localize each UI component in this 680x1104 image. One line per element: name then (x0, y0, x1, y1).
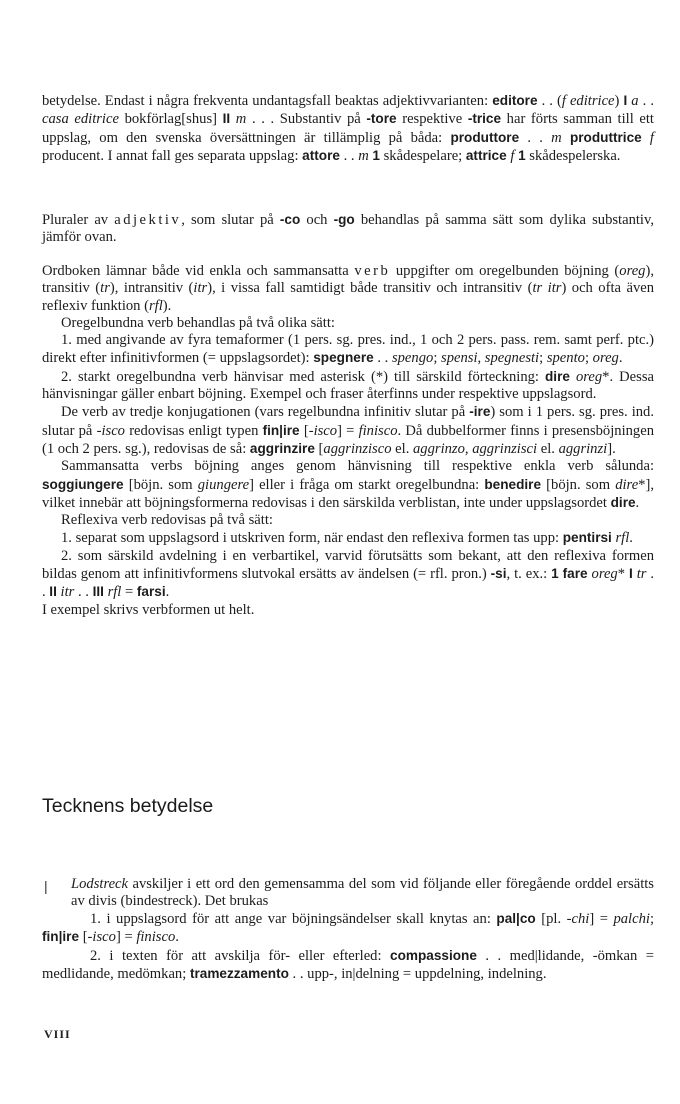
suffix: -co (279, 212, 301, 227)
text: . . med|lidande, -ömkan = medlidande, medömkan; (42, 947, 655, 982)
text: ] = (589, 911, 614, 927)
headword: editore (492, 93, 538, 108)
section-numeral: III (92, 584, 104, 600)
paragraph-irregular-intro: Oregelbundna verb behandlas på två olika sätt: (61, 314, 335, 331)
text: ). (162, 297, 172, 314)
verb-form: dire (615, 476, 639, 493)
headword: pal|co (496, 911, 536, 926)
text: 1. i uppslagsord för att ange var böjningsändelser skall knytas an: (90, 911, 497, 927)
suffix: -ire (469, 404, 491, 420)
text: . (618, 350, 623, 367)
text: avskiljer i ett ord den gemensamma del som vid följande eller föregående orddel ersätts av divis (bindestreck). Det brukas (71, 876, 654, 910)
text: ), transitiv ( (42, 263, 654, 297)
text: har förts samman till ett uppslag, om den svenska översättningen är tillämplig på båda: (42, 111, 654, 146)
verb-form: aggrinzo (413, 440, 465, 457)
verb-form: spengo (391, 350, 434, 367)
vertical-bar-symbol: | (44, 878, 48, 894)
text: [böjn. som (123, 476, 198, 493)
text: . (175, 929, 179, 946)
text: . . (638, 93, 654, 109)
headword: pentirsi (562, 530, 612, 546)
paragraph-reflexive-2 (42, 548, 654, 602)
section-numeral: I (628, 566, 633, 582)
text: ), i vissa fall samtidigt både transitiv och intransitiv ( (207, 280, 533, 297)
headword: benedire (484, 476, 542, 492)
text: ) som i 1 pers. sg. pres. ind. slutar på (42, 404, 654, 439)
verb-form: palchi (613, 911, 650, 927)
headword: compassione (390, 947, 477, 963)
text: ; (539, 350, 547, 367)
paragraph-lodstreck-1 (42, 910, 654, 947)
text: el. (537, 440, 559, 457)
text: * (617, 566, 629, 583)
headword: fin|ire (42, 929, 80, 945)
paragraph-reflexive-intro: Reflexiva verb redovisas på två sätt: (61, 512, 273, 529)
suffix: -si (490, 566, 507, 582)
text: ] eller i fråga om starkt oregelbundna: (249, 476, 485, 493)
text: . . (42, 566, 654, 601)
text: . (165, 584, 170, 601)
text: 1. med angivande av fyra temaformer (1 pers. sg. pres. ind., 1 och 2 pers. pass. rem. samt perf. ptc.) direkt efter infinitivformen (= uppslagsordet): (42, 332, 654, 367)
text: respektive (396, 111, 468, 128)
text: skådespelerska. (525, 147, 621, 164)
abbreviation: tr (636, 566, 647, 583)
verb-form: spento (546, 350, 585, 367)
gender-label: m (358, 147, 369, 164)
text: 2. som särskild avdelning i en verbartikel, varvid förutsätts som bekant, att den reflexiva formen bildas genom att infinitivformens slutvokal ersätts av ändelsen (= rfl. pron.) (42, 547, 654, 583)
text: ; (649, 911, 654, 927)
text: . . (519, 129, 552, 146)
text: . . ( (537, 93, 562, 109)
verb-form: spensi (441, 350, 478, 367)
text: . . upp-, in|delning = uppdelning, indelning. (288, 965, 547, 982)
text: och (300, 212, 334, 228)
paragraph-compound-verbs (42, 458, 654, 512)
gender-label: m (235, 111, 247, 128)
suffix: -tore (366, 111, 397, 127)
text: betydelse. Endast i några frekventa undantagsfall beaktas adjektivvarianten: (42, 93, 489, 109)
homograph-number: 1 (372, 147, 380, 163)
section-numeral: II (49, 584, 57, 600)
gender-label: f (649, 129, 654, 146)
section-numeral: II (222, 111, 231, 127)
gender-label: f (510, 147, 515, 164)
abbreviation: itr (193, 280, 208, 297)
text: Sammansatta verbs böjning anges genom hänvisning till respektive enkla verb sålunda: (61, 458, 654, 475)
text: *], vilket innebär att böjningsformerna redovisas i den särskilda verblistan, inte under uppslagsordet (42, 476, 654, 511)
paragraph-verbs (42, 263, 654, 315)
verb-form: finisco (136, 929, 176, 946)
headword: farsi (136, 584, 166, 600)
text: = (121, 584, 137, 601)
symbols-section (71, 876, 654, 911)
text: . (629, 530, 633, 547)
headword: dire (610, 494, 636, 510)
text: 1. separat som uppslagsord i utskriven form, när endast den reflexiva formen tas upp: (61, 530, 563, 547)
headword: attore (302, 147, 340, 163)
text: uppgifter om oregelbunden böjning ( (390, 263, 620, 279)
text: 2. starkt oregelbundna verb hänvisar med asterisk (*) till särskild förteckning: (61, 368, 545, 385)
text: . (635, 494, 640, 511)
suffix: -trice (467, 111, 502, 127)
headword: produttrice (569, 129, 642, 145)
text: redovisas enligt typen (124, 422, 263, 439)
text: . . . Substantiv på (246, 111, 367, 128)
headword: aggrinzire (249, 440, 315, 456)
text: bokförlag[shus] (118, 111, 223, 128)
text: , (477, 350, 485, 367)
text: producent. I annat fall ges separata uppslag: (42, 147, 303, 164)
text: [ (314, 440, 324, 457)
verb-form: aggrinzisci (472, 440, 538, 457)
text: ]. (607, 440, 616, 457)
verb-form: aggrinzi (558, 440, 608, 457)
verb-form: chi (571, 911, 590, 927)
text: . . (74, 584, 93, 601)
verb-form: spegnesti (484, 350, 540, 367)
spaced-term: adjektiv (114, 212, 182, 228)
paragraph-adjective-variants (42, 92, 654, 165)
abbreviation: oreg (592, 350, 619, 367)
text: [- (79, 929, 93, 946)
paragraph-examples-note: I exempel skrivs verbformen ut helt. (42, 601, 255, 618)
headword: fare (562, 566, 588, 582)
abbreviation: rfl (615, 530, 630, 547)
section-heading: Tecknens betydelse (42, 795, 214, 817)
page-number: VIII (44, 1027, 71, 1041)
symbols-section-list (42, 910, 654, 983)
text: ) och ofta även reflexiv funktion ( (42, 280, 655, 314)
verb-section (42, 263, 654, 619)
headword: tramezzamento (189, 965, 289, 981)
text: . Då dubbelformer finns i presensböjningen (1 och 2 pers. sg.), redovisas de så: (42, 422, 654, 457)
text: ; (433, 350, 442, 367)
paragraph-irregular-1 (42, 332, 654, 368)
headword: soggiungere (42, 476, 124, 492)
verb-form: finisco (358, 422, 398, 439)
headword: dire (545, 368, 570, 384)
headword: spegnere (313, 350, 374, 366)
text: De verb av tredje konjugationen (vars regelbundna infinitiv slutar på (61, 404, 470, 421)
paragraph-irregular-2 (42, 368, 654, 404)
text: ; (584, 350, 593, 367)
italic-text: casa editrice (42, 111, 119, 128)
verb-form: isco (92, 929, 116, 946)
text: ] = (115, 929, 137, 946)
abbreviation: rfl (149, 297, 163, 314)
text: [pl. - (535, 911, 572, 927)
abbreviation: oreg (591, 566, 618, 583)
paragraph-adjective-plurals (42, 211, 654, 247)
paragraph-lodstreck (71, 876, 654, 911)
verb-form: isco (313, 422, 338, 439)
text: el. (391, 440, 413, 457)
text: behandlas på samma sätt som dylika substantiv, jämför ovan. (42, 212, 654, 246)
text: ) (614, 93, 624, 109)
text: , (464, 440, 473, 457)
text: skådespelare; (379, 147, 466, 164)
verb-form: aggrinzisco (323, 440, 392, 457)
text: , som slutar på (181, 212, 280, 228)
paragraph-third-conjugation (42, 403, 654, 458)
suffix: -isco (96, 422, 125, 439)
abbreviation: oreg (575, 368, 603, 385)
headword: fin|ire (262, 422, 300, 438)
abbreviation: itr (60, 584, 75, 601)
abbreviation: tr (100, 280, 110, 297)
gender-label: m (551, 129, 562, 146)
paragraph-lodstreck-2 (42, 947, 654, 984)
section-numeral: I (623, 93, 628, 108)
gender-label: a (631, 93, 639, 109)
abbreviation: oreg (619, 263, 646, 279)
text: *. Dessa hänvisningar gäller enbart böjning. Exempel och fraser återfinns under respektive uppslagsord. (42, 368, 654, 403)
paragraph-reflexive-1 (42, 529, 654, 547)
text: [- (299, 422, 314, 439)
text: 2. i texten för att avskilja för- eller efterled: (90, 947, 391, 964)
text: , t. ex.: (506, 566, 552, 583)
abbreviation: tr itr (532, 280, 562, 297)
text: Ordboken lämnar både vid enkla och sammansatta (42, 263, 355, 279)
text: ), intransitiv ( (109, 280, 194, 297)
italic-text: f editrice (561, 93, 615, 109)
homograph-number: 1 (518, 147, 526, 163)
text: . . (339, 147, 359, 164)
text: ] = (337, 422, 359, 439)
abbreviation: rfl (107, 584, 122, 601)
suffix: -go (333, 212, 355, 227)
headword: produttore (450, 129, 520, 145)
text: . . (373, 350, 392, 367)
text: Pluraler av (42, 212, 115, 228)
spaced-term: verb (354, 263, 391, 279)
text: [böjn. som (541, 476, 616, 493)
homograph-number: 1 (551, 566, 559, 582)
verb-form: giungere (197, 476, 250, 493)
term: Lodstreck (71, 876, 129, 892)
headword: attrice (465, 147, 507, 163)
